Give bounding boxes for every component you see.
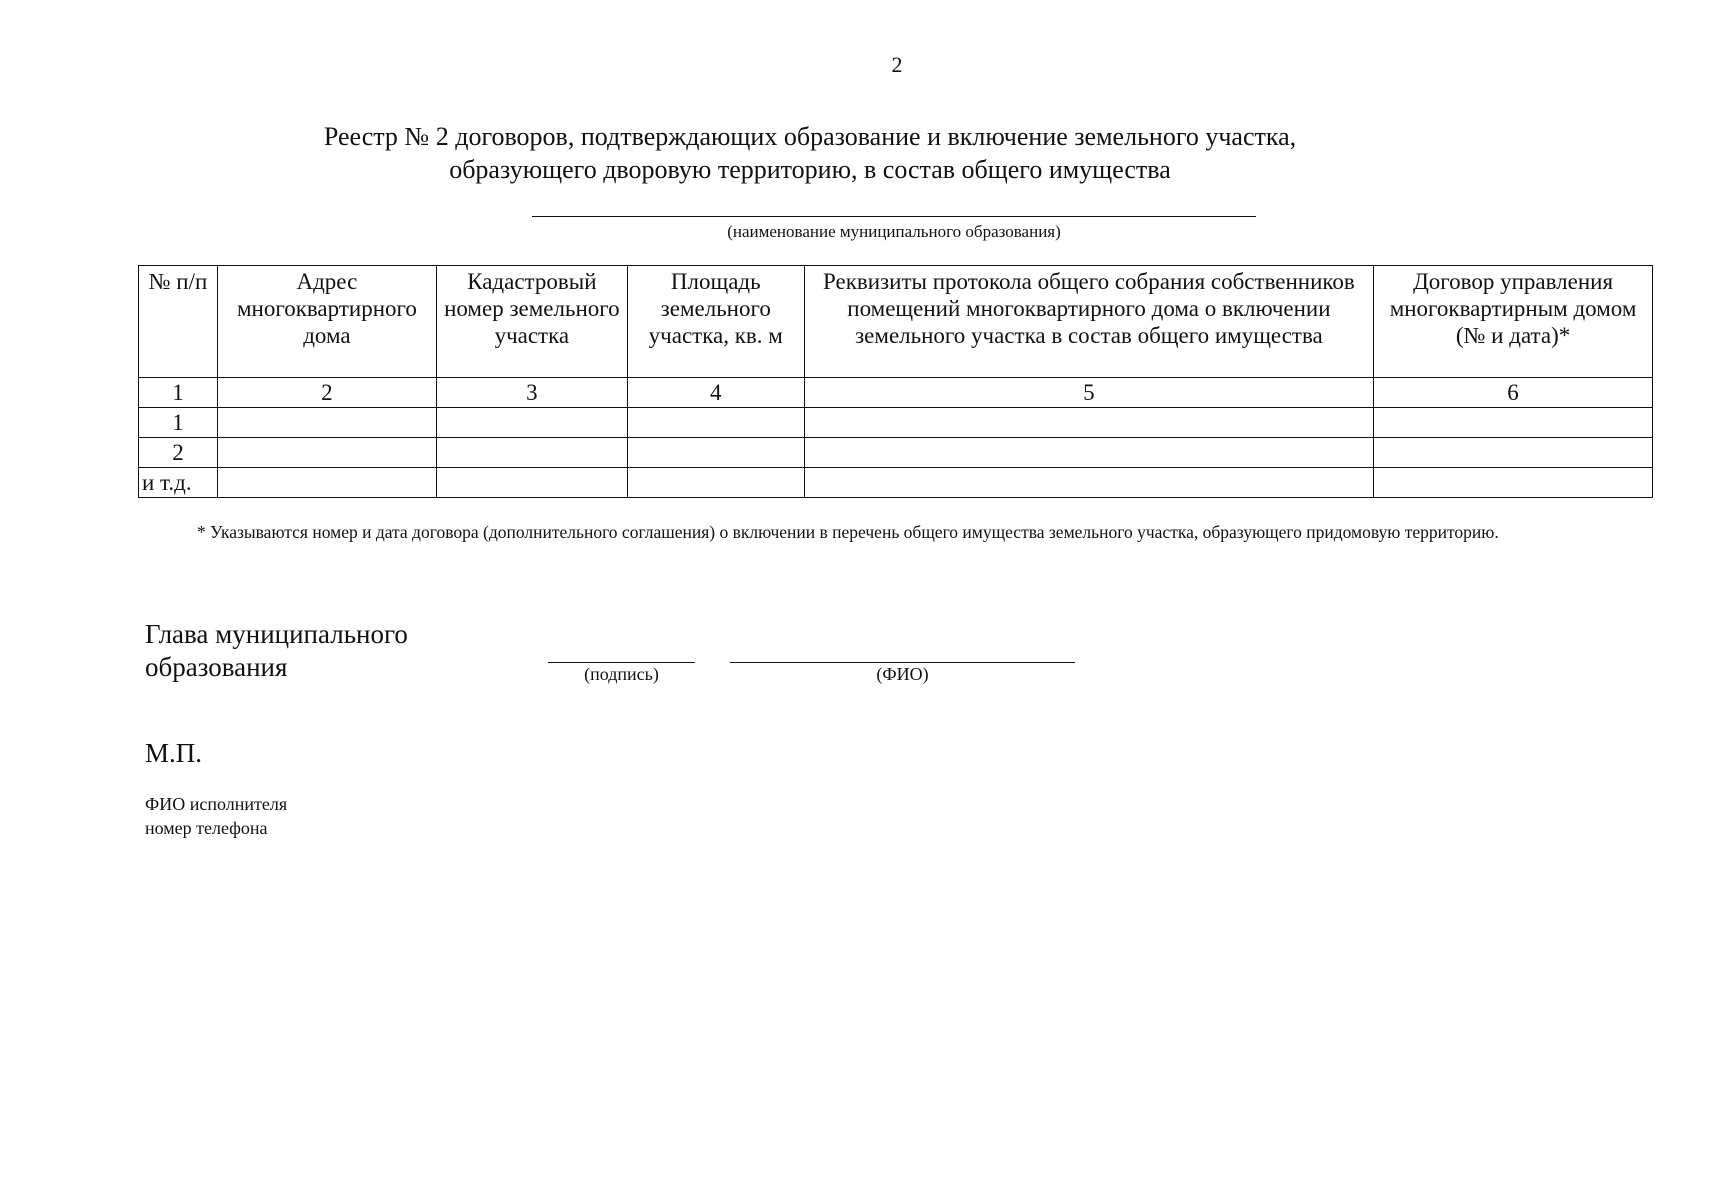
address-cell[interactable] — [217, 468, 436, 498]
table-row — [139, 468, 1653, 498]
cadastral-cell[interactable] — [436, 408, 627, 438]
row-index: 1 — [139, 408, 218, 438]
full-name-line — [730, 662, 1075, 663]
column-number: 1 — [139, 378, 218, 408]
title-line-2: образующего дворовую территорию, в состав общего имущества — [449, 155, 1171, 184]
executor-name-label: ФИО исполнителя — [145, 794, 288, 814]
contract-cell[interactable] — [1374, 468, 1653, 498]
column-number: 5 — [804, 378, 1373, 408]
protocol-cell[interactable] — [804, 438, 1373, 468]
column-number: 2 — [217, 378, 436, 408]
column-number: 3 — [436, 378, 627, 408]
area-cell[interactable] — [627, 468, 804, 498]
head-label-line-2: образования — [145, 652, 288, 682]
page-number: 2 — [891, 52, 903, 77]
municipality-name-line — [532, 216, 1256, 217]
title-line-1: Реестр № 2 договоров, подтверждающих образование и включение земельного участка, — [323, 122, 1297, 151]
municipality-caption: (наименование муниципального образования) — [727, 222, 1061, 241]
cadastral-cell[interactable] — [436, 468, 627, 498]
head-label-line-1: Глава муниципального — [145, 619, 408, 649]
header-number: № п/п — [139, 266, 218, 378]
column-number-row — [139, 378, 1653, 408]
column-number: 4 — [627, 378, 804, 408]
area-cell[interactable] — [627, 408, 804, 438]
header-cadastral-number: Кадастровый номер земельного участка — [436, 266, 627, 378]
table-row — [139, 408, 1653, 438]
header-management-contract: Договор управления многоквартирным домом (№ и дата)* — [1374, 266, 1653, 378]
area-cell[interactable] — [627, 438, 804, 468]
stamp-placeholder: М.П. — [145, 738, 203, 768]
footnote: * Указываются номер и дата договора (дополнительного соглашения) о включении в перечень общего имущества земельного участка, образующего придомовую территорию. — [197, 522, 1499, 542]
table-row — [139, 438, 1653, 468]
cadastral-cell[interactable] — [436, 438, 627, 468]
signature-line — [548, 662, 695, 663]
protocol-cell[interactable] — [804, 408, 1373, 438]
full-name-caption: (ФИО) — [876, 664, 929, 684]
row-index: и т.д. — [139, 468, 218, 498]
registry-table — [138, 265, 1653, 498]
protocol-cell[interactable] — [804, 468, 1373, 498]
row-index: 2 — [139, 438, 218, 468]
header-address: Адрес многоквартирного дома — [217, 266, 436, 378]
document-title — [200, 120, 1420, 186]
executor-info — [145, 792, 287, 840]
table-header-row — [139, 266, 1653, 378]
address-cell[interactable] — [217, 438, 436, 468]
column-number: 6 — [1374, 378, 1653, 408]
signature-caption: (подпись) — [584, 664, 659, 684]
contract-cell[interactable] — [1374, 408, 1653, 438]
executor-phone-label: номер телефона — [145, 818, 268, 838]
header-area: Площадь земельного участка, кв. м — [627, 266, 804, 378]
header-protocol-details: Реквизиты протокола общего собрания собственников помещений многоквартирного дома о включении земельного участка в состав общего имущества — [804, 266, 1373, 378]
contract-cell[interactable] — [1374, 438, 1653, 468]
address-cell[interactable] — [217, 408, 436, 438]
head-of-municipality-label — [145, 618, 408, 684]
